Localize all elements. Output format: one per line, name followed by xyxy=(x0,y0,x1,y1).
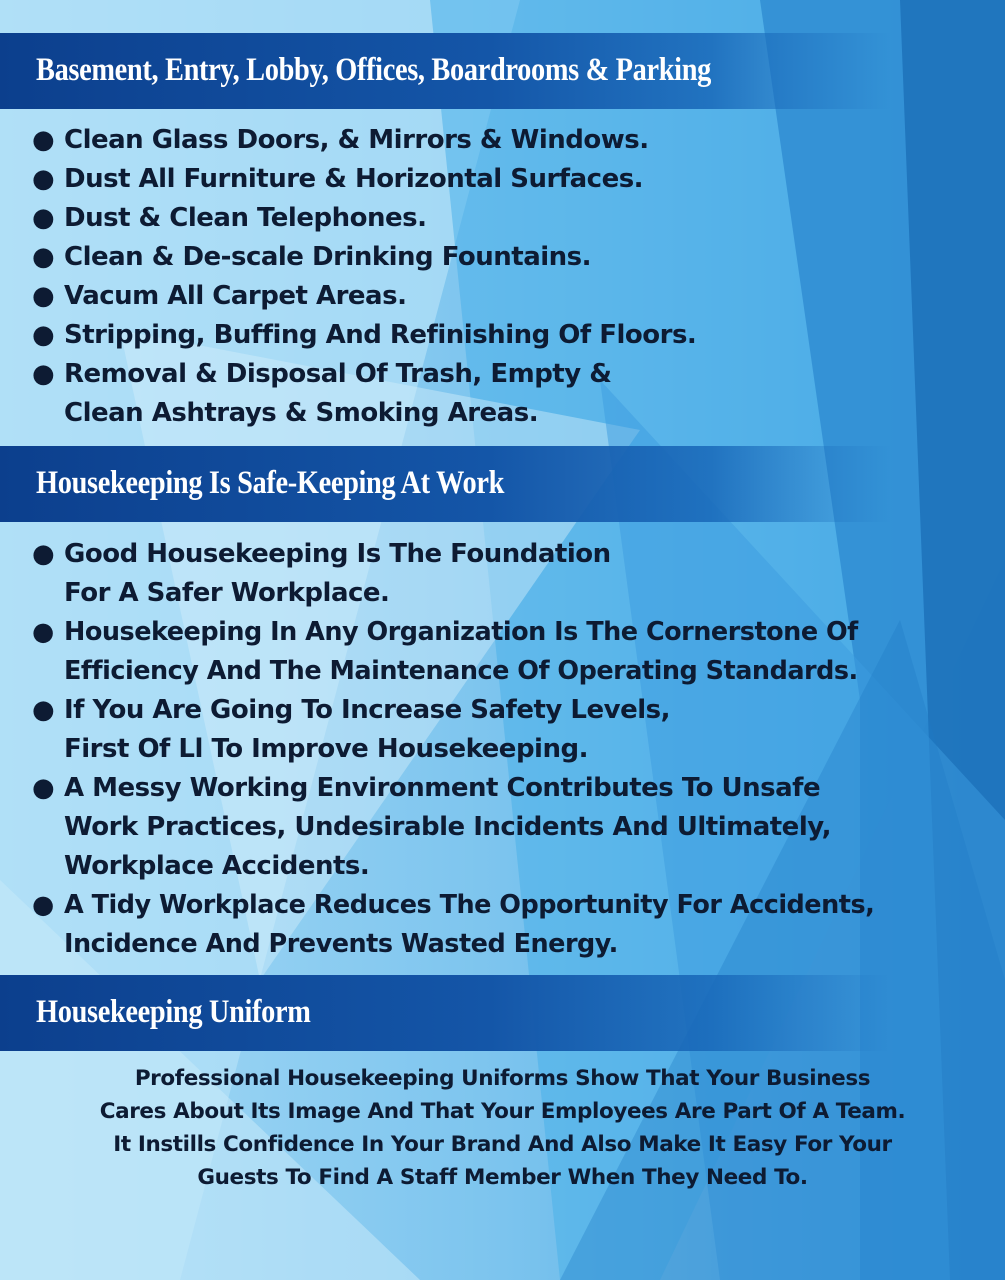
bullet-icon: ● xyxy=(32,320,55,350)
list-item: ● Stripping, Buffing And Refinishing Of Floors. xyxy=(30,316,696,355)
bullet-icon: ● xyxy=(32,695,55,725)
section-banner xyxy=(0,975,890,1051)
bullet-icon: ● xyxy=(32,359,55,389)
list-item: ● Vacum All Carpet Areas. xyxy=(30,277,696,316)
bullet-icon: ● xyxy=(32,773,55,803)
list-item: ● If You Are Going To Increase Safety Levels, First Of Ll To Improve Housekeeping. xyxy=(30,691,874,769)
list-item: ● Dust & Clean Telephones. xyxy=(30,199,696,238)
bullet-icon: ● xyxy=(32,281,55,311)
benefit-list xyxy=(30,535,874,964)
bullet-icon: ● xyxy=(32,164,55,194)
list-item: ● Dust All Furniture & Horizontal Surfaces. xyxy=(30,160,696,199)
list-item: ● A Messy Working Environment Contributes To Unsafe Work Practices, Undesirable Incidents And Ultimately, Workplace Accidents. xyxy=(30,769,874,886)
list-item: ● Good Housekeeping Is The Foundation For A Safer Workplace. xyxy=(30,535,874,613)
list-item: ● Clean Glass Doors, & Mirrors & Windows. xyxy=(30,121,696,160)
list-item: ● A Tidy Workplace Reduces The Opportunity For Accidents, Incidence And Prevents Wasted Energy. xyxy=(30,886,874,964)
bullet-icon: ● xyxy=(32,890,54,920)
section-banner xyxy=(0,33,890,109)
bullet-icon: ● xyxy=(32,539,55,569)
section-title: Housekeeping Is Safe-Keeping At Work xyxy=(36,465,505,501)
list-item: ● Housekeeping In Any Organization Is The Cornerstone Of Efficiency And The Maintenance Of Operating Standards. xyxy=(30,613,874,691)
task-list xyxy=(30,121,696,433)
list-item: ● Removal & Disposal Of Trash, Empty & Clean Ashtrays & Smoking Areas. xyxy=(30,355,696,433)
section-title: Housekeeping Uniform xyxy=(36,994,311,1030)
section-banner xyxy=(0,446,890,522)
bullet-icon: ● xyxy=(32,125,55,155)
bullet-icon: ● xyxy=(32,203,55,233)
uniform-description: Professional Housekeeping Uniforms Show That Your Business Cares About Its Image And That Your Employees Are Part Of A Team. It Instills Confidence In Your Brand And Also Make It Easy For Your Guests To Find A Staff Member When They Need To. xyxy=(99,1066,906,1190)
section-title: Basement, Entry, Lobby, Offices, Boardrooms & Parking xyxy=(36,52,711,88)
bullet-icon: ● xyxy=(32,242,55,272)
bullet-icon: ● xyxy=(32,617,54,647)
list-item: ● Clean & De-scale Drinking Fountains. xyxy=(30,238,696,277)
